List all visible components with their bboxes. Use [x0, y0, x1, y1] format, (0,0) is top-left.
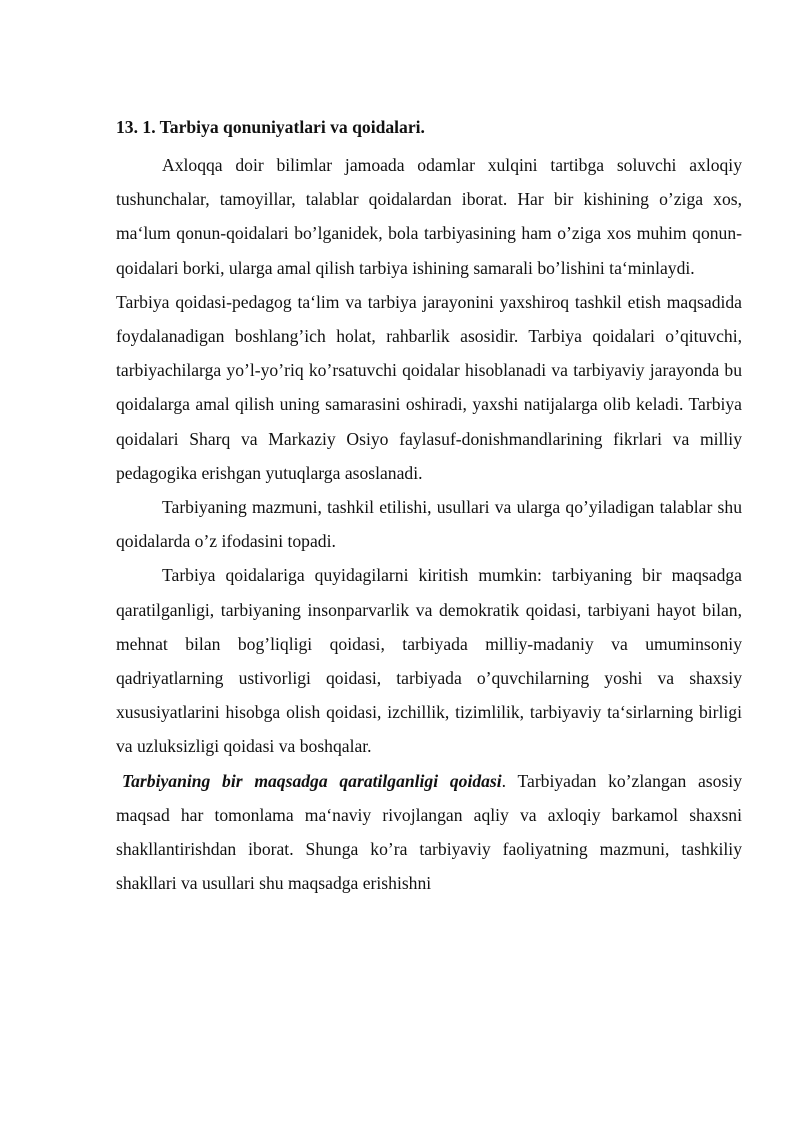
- document-page: [116, 110, 742, 900]
- paragraph-5: [116, 764, 742, 901]
- paragraph-2: Tarbiya qoidasi-pedagog ta‘lim va tarbiya jarayonini yaxshiroq tashkil etish maqsadida foydalanadigan boshlang’ich holat, rahbarlik asosidir. Tarbiya qoidalari o’qituvchi, tarbiyachilarga yo’l-yo’riq ko’rsatuvchi qoidalar hisoblanadi va tarbiyaviy jarayonda bu qoidalarga amal qilish uning samarasini oshiradi, yaxshi natijalarga olib keladi. Tarbiya qoidalari Sharq va Markaziy Osiyo faylasuf-donishmandlarining fikrlari va milliy pedagogika erishgan yutuqlarga asoslanadi.: [116, 291, 742, 483]
- paragraph-5-emphasis: Tarbiyaning bir maqsadga qaratilganligi qoidasi: [122, 770, 502, 791]
- paragraph-5-text: . Tarbiyadan ko’zlangan asosiy maqsad har tomonlama ma‘naviy rivojlangan aqliy va axloqiy barkamol shaxsni shakllantirishdan iborat. Shunga ko’ra tarbiyaviy faoliyatning mazmuni, tashkiliy shakllari va usullari shu maqsadga erishishni: [116, 770, 742, 894]
- section-heading: 13. 1. Tarbiya qonuniyatlari va qoidalari.: [116, 117, 425, 137]
- paragraph-4: Tarbiya qoidalariga quyidagilarni kiritish mumkin: tarbiyaning bir maqsadga qaratilganligi, tarbiyaning insonparvarlik va demokratik qoidasi, tarbiyani hayot bilan, mehnat bilan bog’liqligi qoidasi, tarbiyada milliy-madaniy va umuminsoniy qadriyatlarning ustivorligi qoidasi, tarbiyada o’quvchilarning yoshi va shaxsiy xususiyatlarini hisobga olish qoidasi, izchillik, tizimlilik, tarbiyaviy ta‘sirlarning birligi va uzluksizligi qoidasi va boshqalar.: [116, 565, 742, 757]
- paragraph-1: Axloqqa doir bilimlar jamoada odamlar xulqini tartibga soluvchi axloqiy tushunchalar, tamoyillar, talablar qoidalardan iborat. Har bir kishining o’ziga xos, ma‘lum qonun-qoidalari bo’lganidek, bola tarbiyasining ham o’ziga xos muhim qonun-qoidalari borki, ularga amal qilish tarbiya ishining samarali bo’lishini ta‘minlaydi.: [116, 155, 742, 278]
- paragraph-3: Tarbiyaning mazmuni, tashkil etilishi, usullari va ularga qo’yiladigan talablar shu qoidalarda o’z ifodasini topadi.: [116, 497, 742, 552]
